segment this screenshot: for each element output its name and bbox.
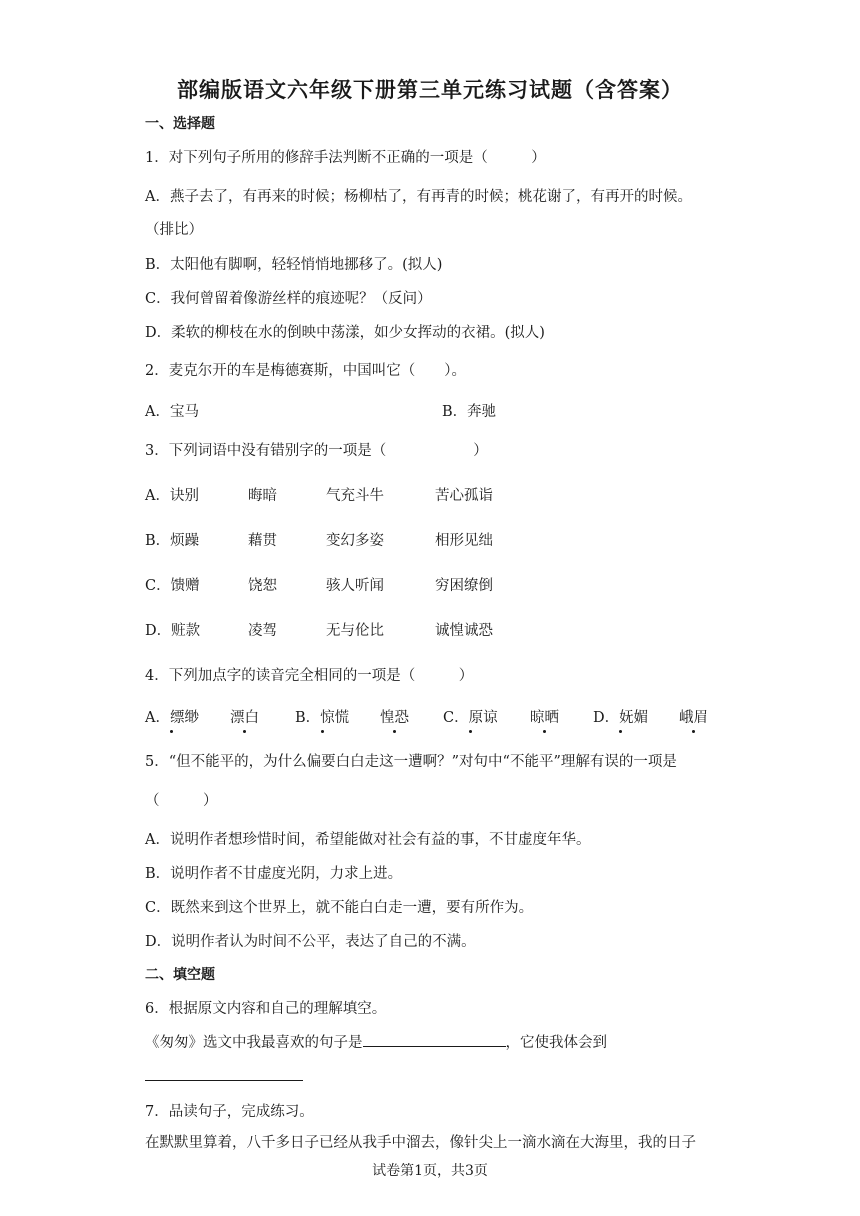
word: 骇人听闻 <box>326 578 384 594</box>
dotted-char: 慌 <box>335 706 350 727</box>
char: 晒 <box>544 710 559 726</box>
question-2-option-a: A．宝马 <box>145 404 199 420</box>
question-5-option-d: D．说明作者认为时间不公平，表达了自己的不满。 <box>145 934 476 950</box>
question-6-text-a: 《匆匆》选文中我最喜欢的句子是 <box>145 1035 363 1051</box>
q4-option-b-word2 <box>380 706 409 727</box>
q4-option-c-word2 <box>530 706 559 727</box>
dotted-char: 缥 <box>170 706 185 727</box>
char: 缈 <box>184 710 199 726</box>
question-1-option-a-cont: （排比） <box>145 222 203 238</box>
char: 恐 <box>394 710 409 726</box>
question-4-options <box>145 706 725 728</box>
dotted-char: 媚 <box>634 706 649 727</box>
section-heading-fill: 二、填空题 <box>145 967 215 983</box>
q4-option-a <box>145 706 199 727</box>
question-3-option-b <box>145 529 705 551</box>
dotted-char: 惶 <box>380 706 395 727</box>
word: 诚惶诚恐 <box>435 623 493 639</box>
q4-option-a-word2 <box>230 706 259 727</box>
question-1-stem: 1．对下列句子所用的修辞手法判断不正确的一项是（ ） <box>145 150 546 166</box>
q4-option-b <box>295 706 349 727</box>
word: 变幻多姿 <box>326 533 384 549</box>
word: A．诀别 <box>145 488 199 504</box>
dotted-char: 眉 <box>694 706 709 727</box>
char: 妩 <box>619 710 634 726</box>
question-4-stem: 4．下列加点字的读音完全相同的一项是（ ） <box>145 668 474 684</box>
word: 晦暗 <box>248 488 277 504</box>
option-label: D． <box>593 710 620 726</box>
word: C．馈赠 <box>145 578 200 594</box>
question-5-paren: （ ） <box>145 793 218 809</box>
char: 白 <box>244 710 259 726</box>
q4-option-d <box>593 706 648 727</box>
char: 惊 <box>320 710 335 726</box>
word: 穷困缭倒 <box>435 578 493 594</box>
answer-blank-line[interactable] <box>145 1080 303 1081</box>
section-heading-choice: 一、选择题 <box>145 116 215 132</box>
question-1-option-c: C．我何曾留着像游丝样的痕迹呢？（反问） <box>145 291 432 307</box>
question-3-stem: 3．下列词语中没有错别字的一项是（ ） <box>145 443 488 459</box>
dotted-char: 谅 <box>483 706 498 727</box>
question-1-option-a: A．燕子去了，有再来的时候；杨柳枯了，有再青的时候；桃花谢了，有再开的时候。 <box>145 189 692 205</box>
dotted-char: 晾 <box>530 706 545 727</box>
page-footer: 试卷第1页，共3页 <box>372 1163 488 1179</box>
word: D．赃款 <box>145 623 201 639</box>
question-6-line <box>145 1031 607 1052</box>
question-2-stem: 2．麦克尔开的车是梅德赛斯，中国叫它（ ）。 <box>145 363 466 379</box>
question-5-option-c: C．既然来到这个世界上，就不能白白走一遭，要有所作为。 <box>145 900 534 916</box>
answer-blank[interactable] <box>363 1031 506 1047</box>
q4-option-c <box>443 706 498 727</box>
question-6-stem: 6．根据原文内容和自己的理解填空。 <box>145 1001 387 1017</box>
option-label: B． <box>295 710 321 726</box>
option-label: A． <box>145 710 170 726</box>
word: 苦心孤诣 <box>435 488 493 504</box>
word: 气充斗牛 <box>326 488 384 504</box>
char: 峨 <box>679 710 694 726</box>
question-2-options <box>145 400 705 422</box>
question-3-option-c <box>145 574 705 596</box>
word: 无与伦比 <box>326 623 384 639</box>
word: 藉贯 <box>248 533 277 549</box>
question-5-option-a: A．说明作者想珍惜时间，希望能做对社会有益的事，不甘虚度年华。 <box>145 832 591 848</box>
word: B．烦躁 <box>145 533 200 549</box>
dotted-char: 漂 <box>230 706 245 727</box>
question-5-stem: 5．“但不能平的，为什么偏要白白走这一遭啊？”对句中“不能平”理解有误的一项是 <box>145 754 677 770</box>
question-6-text-b: ，它使我体会到 <box>505 1035 607 1051</box>
page-title: 部编版语文六年级下册第三单元练习试题（含答案） <box>177 78 683 102</box>
option-label: C． <box>443 710 469 726</box>
q4-option-d-word2 <box>679 706 708 727</box>
question-5-option-b: B．说明作者不甘虚度光阴，力求上进。 <box>145 866 403 882</box>
question-3-option-d <box>145 619 705 641</box>
question-3-option-a <box>145 484 705 506</box>
word: 相形见绌 <box>435 533 493 549</box>
question-1-option-b: B．太阳他有脚啊，轻轻悄悄地挪移了。(拟人) <box>145 257 443 273</box>
question-7-passage: 在默默里算着，八千多日子已经从我手中溜去，像针尖上一滴水滴在大海里，我的日子 <box>145 1135 696 1151</box>
char: 原 <box>468 710 484 726</box>
question-7-stem: 7．品读句子，完成练习。 <box>145 1104 314 1120</box>
word: 凌驾 <box>248 623 277 639</box>
word: 饶恕 <box>248 578 277 594</box>
question-2-option-b: B．奔驰 <box>442 404 497 420</box>
question-1-option-d: D．柔软的柳枝在水的倒映中荡漾，如少女挥动的衣裙。(拟人) <box>145 325 545 341</box>
